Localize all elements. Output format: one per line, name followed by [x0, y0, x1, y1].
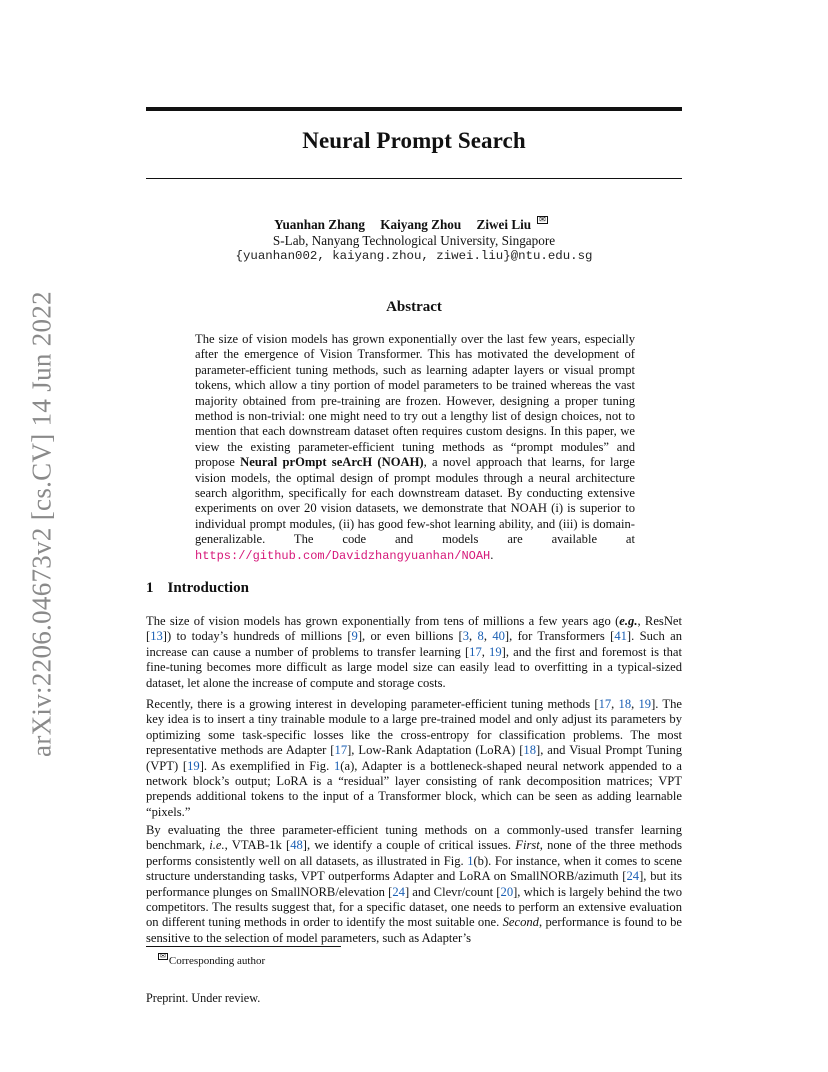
- paragraph-text: ]. The key idea is to insert a tiny trainable module to a large pre-trained model and only adjust its parameters by optimizing some task-specific losses like the cross-entropy for classification problems. The most representative methods are Adapter [: [146, 697, 683, 758]
- citation-link[interactable]: 3: [462, 629, 470, 644]
- intro-paragraph: [146, 697, 682, 820]
- citation-link[interactable]: 8: [477, 629, 484, 644]
- paragraph-text: ], or even billions [: [357, 629, 463, 644]
- emphasis-text: i.e.: [209, 838, 225, 853]
- arxiv-side-stamp: arXiv:2206.04673v2 [cs.CV] 14 Jun 2022: [26, 291, 57, 757]
- paragraph-text: ], and Visual Prompt Tuning (VPT) [: [146, 743, 683, 773]
- paragraph-text: Recently, there is a growing interest in developing parameter-efficient tuning methods [: [146, 697, 599, 711]
- envelope-icon: ✉: [160, 952, 166, 960]
- paragraph-text: , ResNet [: [146, 614, 683, 644]
- author-list: [146, 216, 682, 233]
- intro-paragraph: [146, 614, 682, 691]
- citation-link[interactable]: 41: [614, 629, 627, 644]
- title-bottom-rule: [146, 178, 682, 179]
- intro-paragraph: [146, 823, 682, 946]
- paragraph-text: ], we identify a couple of critical issues.: [302, 838, 516, 853]
- citation-link[interactable]: 17: [469, 644, 482, 659]
- citation-link[interactable]: 1: [334, 758, 341, 773]
- paragraph-text: ]. As exemplified in Fig.: [199, 758, 334, 773]
- emphasis-text: e.g.: [619, 614, 638, 628]
- envelope-icon: ✉: [539, 215, 546, 224]
- paragraph-text: , performance is found to be sensitive to the selection of model parameters, such as Adapter’s: [146, 915, 682, 945]
- citation-link[interactable]: 18: [523, 743, 537, 758]
- author-name: Yuanhan Zhang: [274, 217, 365, 232]
- paragraph-text: , none of the three methods performs consistently well on all datasets, as illustrated in Fig.: [146, 838, 682, 868]
- citation-link[interactable]: 40: [492, 629, 505, 644]
- paragraph-text: ] and Clevr/count [: [404, 884, 501, 899]
- emphasis-text: Second: [502, 915, 539, 930]
- citation-link[interactable]: 1: [467, 853, 474, 868]
- citation-link[interactable]: 48: [290, 838, 303, 853]
- author-name: Kaiyang Zhou: [380, 217, 462, 232]
- citation-link[interactable]: 24: [392, 884, 405, 899]
- citation-link[interactable]: 17: [598, 697, 612, 711]
- paragraph-text: ,: [631, 697, 639, 711]
- paragraph-text: , VTAB-1k [: [224, 838, 291, 853]
- footnote: ✉ Corresponding author: [160, 952, 266, 967]
- citation-link[interactable]: 17: [334, 743, 348, 758]
- affiliation: S-Lab, Nanyang Technological University, Singapore: [272, 233, 556, 248]
- author-name: Ziwei Liu ✉: [476, 215, 546, 232]
- abstract-heading: Abstract: [386, 299, 442, 315]
- paragraph-text: ], which is largely behind the two competitors. The results suggest that, for a specific dataset, one needs to perform an extensive evaluation on different tuning methods in order to identify the most suitable one.: [146, 884, 682, 930]
- paragraph-text: ], and the first and foremost is that fine-tuning becomes more difficult as large model size can easily lead to overfitting in a typical-sized dataset, let alone the increase of compute and storage costs.: [146, 644, 682, 690]
- code-link[interactable]: https://github.com/Davidzhangyuanhan/NOAH: [195, 548, 491, 563]
- paragraph-text: The size of vision models has grown exponentially from tens of millions a few years ago (: [146, 614, 620, 628]
- paragraph-text: (a), Adapter is a bottleneck-shaped neural network appended to a network block’s output; LoRA is a “residual” layer consisting of rank decomposition matrices; VPT prepends additional tokens to the input of a Transformer block, which can be seen as adding learnable “pixels.”: [146, 758, 682, 819]
- citation-link[interactable]: 19: [638, 697, 652, 711]
- paragraph-text: ]. Such an increase can cause a number of problems to transfer learning [: [146, 629, 682, 659]
- paragraph-text: ,: [611, 697, 619, 711]
- citation-link[interactable]: 24: [626, 869, 640, 884]
- emphasis-text: First: [515, 838, 540, 853]
- method-name: Neural prOmpt seArcH (NOAH): [240, 455, 424, 470]
- citation-link[interactable]: 19: [187, 758, 200, 773]
- paragraph-text: ,: [469, 629, 478, 644]
- paragraph-text: ,: [483, 629, 493, 644]
- citation-link[interactable]: 18: [618, 697, 632, 711]
- paper-title: Neural Prompt Search: [302, 128, 526, 153]
- citation-link[interactable]: 9: [351, 629, 358, 644]
- title-top-rule: [146, 107, 682, 111]
- paragraph-text: (b). For instance, when it comes to scene structure understanding tasks, VPT outperforms Adapter and LoRA on SmallNORB/azimuth [: [146, 853, 682, 884]
- paragraph-text: ,: [481, 644, 490, 659]
- section-heading: 1 Introduction: [146, 580, 249, 596]
- paragraph-text: ]) to today’s hundreds of millions [: [162, 629, 352, 644]
- paragraph-text: ], Low-Rank Adaptation (LoRA) [: [347, 743, 524, 758]
- author-emails: {yuanhan002, kaiyang.zhou, ziwei.liu}@ntu.edu.sg: [235, 249, 593, 263]
- citation-link[interactable]: 20: [500, 884, 514, 899]
- paragraph-text: ], for Transformers [: [504, 629, 615, 644]
- citation-link[interactable]: 19: [489, 644, 502, 659]
- paragraph-text: By evaluating the three parameter-efficient tuning methods on a commonly-used transfer learning benchmark,: [146, 823, 682, 853]
- preprint-note: Preprint. Under review.: [146, 991, 261, 1005]
- paragraph-text: ], but its performance plunges on SmallNORB/elevation [: [146, 869, 682, 899]
- abstract-body: The size of vision models has grown exponentially over the last few years, especially after the emergence of Vision Transformer. This has motivated the development of parameter-efficient tuning methods, such as learning adapter layers or visual prompt tokens, which allow a tiny portion of model parameters to be trained whereas the vast majority obtained from pre-training are frozen. However, designing a proper tuning method is non-trivial: one might need to try out a lengthy list of design choices, not to mention that each downstream dataset often requires custom designs. In this paper, we view the existing parameter-efficient tuning methods as “prompt modules” and propose Neural prOmpt seArcH (NOAH), a novel approach that learns, for large vision models, the optimal design of prompt modules through a neural architecture search algorithm, specifically for each downstream dataset. By conducting extensive experiments on over 20 vision datasets, we demonstrate that NOAH (i) is superior to individual prompt modules, (ii) has good few-shot learning ability, and (iii) is domain-generalizable. The code and models are available at https://github.com/Davidzhangyuanhan/NOAH.: [195, 332, 635, 563]
- footnote-rule: [146, 946, 341, 947]
- citation-link[interactable]: 13: [150, 629, 163, 644]
